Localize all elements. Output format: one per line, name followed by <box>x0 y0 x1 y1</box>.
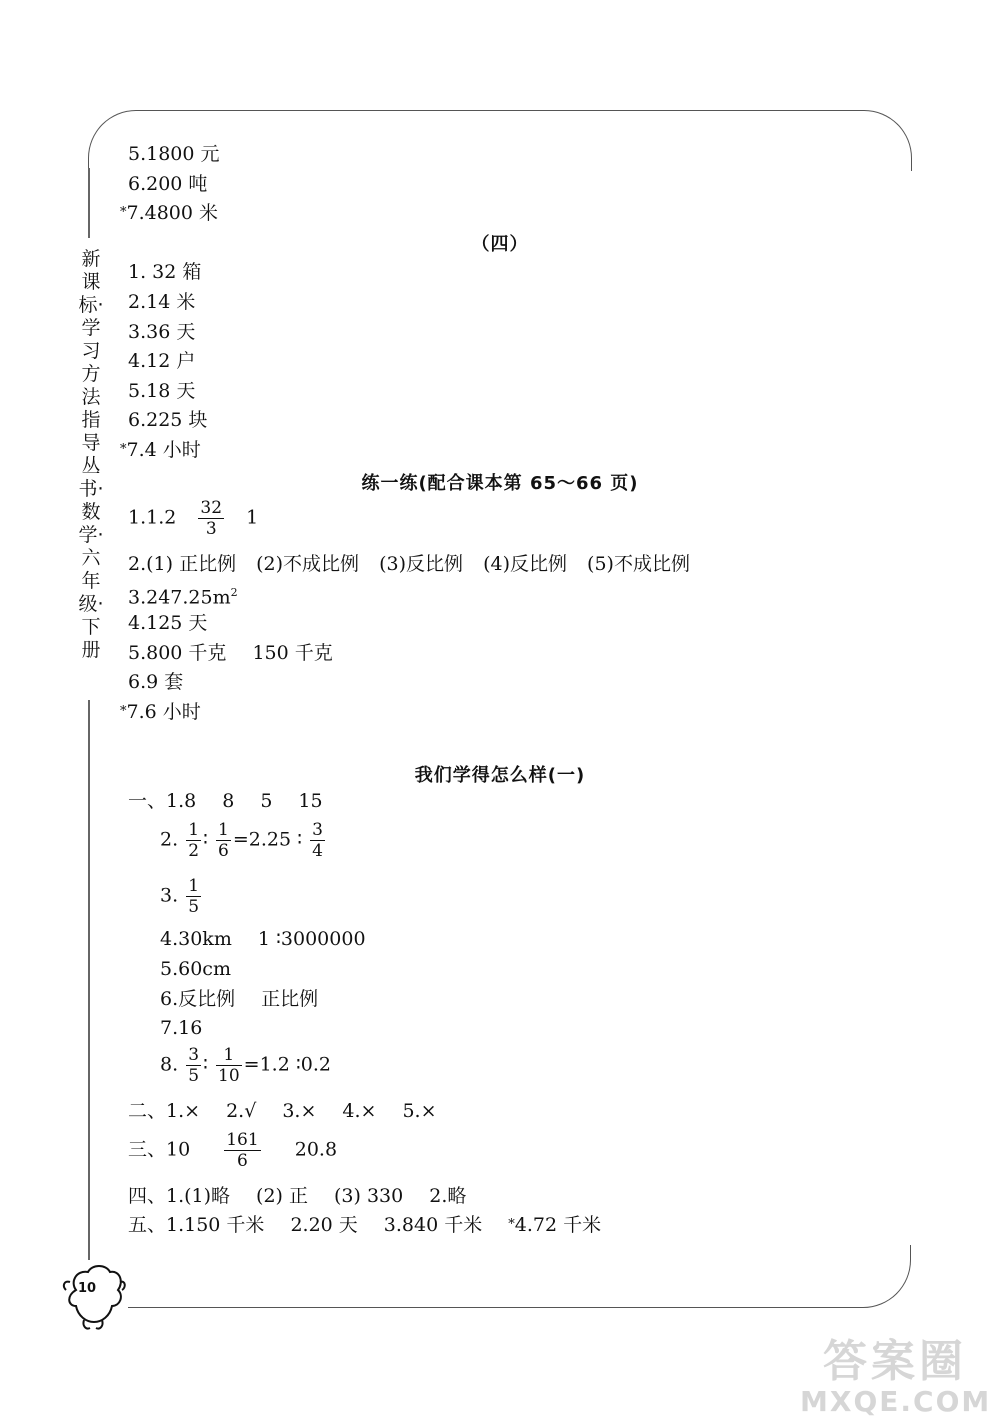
answer-line-q5: 5.800 千克 150 千克 <box>128 642 333 664</box>
fraction: $\frac{1}{5}$ <box>188 876 200 917</box>
quiz-part3: 三、10 $\frac{161}{6}$ 20.8 <box>128 1130 338 1171</box>
quiz-part2: 二、1.× 2.√ 3.× 4.× 5.× <box>128 1100 437 1122</box>
fraction: $\frac{32}{3}$ <box>200 498 223 539</box>
answer-line: 1. 32 箱 <box>128 261 202 283</box>
answer-line: 4.12 户 <box>128 350 196 372</box>
quiz-part1-q8: 8. $\frac{3}{5}$ ∶ $\frac{1}{10}$ =1.2 ∶0.2 <box>160 1045 331 1086</box>
fraction: $\frac{3}{4}$ <box>312 820 323 861</box>
fraction: $\frac{161}{6}$ <box>226 1130 259 1171</box>
answer-line: 5.1800 元 <box>128 143 220 165</box>
quiz-part1-q7: 7.16 <box>160 1017 203 1039</box>
answer-line-starred <box>120 201 218 225</box>
section-heading-4: （四） <box>471 234 529 255</box>
answer-text: 1.1.2 <box>128 506 177 529</box>
answer-line: 4.125 天 <box>128 612 208 634</box>
side-rule-top <box>88 168 90 238</box>
quiz-part1-q1: 一、1.8 8 5 15 <box>128 790 323 812</box>
fraction: $\frac{1}{10}$ <box>218 1045 240 1086</box>
watermark-logo-text: 答案圈 <box>823 1336 967 1387</box>
answer-line: 6.200 吨 <box>128 173 208 195</box>
answer-line: 6.9 套 <box>128 671 184 693</box>
answer-line: 2.14 米 <box>128 291 196 313</box>
answer-line-starred: *7.6 小时 <box>120 701 201 723</box>
quiz-part1-q2: 2. $\frac{1}{2}$ ∶ $\frac{1}{6}$ =2.25 ∶ $\frac{3}{4}$ <box>160 820 323 861</box>
mascot-icon <box>62 1260 126 1332</box>
quiz-part1-q5: 5.60cm <box>160 958 231 980</box>
page-frame-bottom <box>128 1245 911 1308</box>
answer-line: 3.36 天 <box>128 321 196 343</box>
star-marker: * <box>120 205 127 220</box>
watermark-url: MXQE.COM <box>800 1385 992 1418</box>
star-marker: * <box>120 442 127 457</box>
page-number: 10 <box>78 1281 97 1296</box>
answer-text: 7.4800 米 <box>126 202 219 224</box>
answer-line-q3: $3.247.25m^2$ <box>128 586 238 609</box>
section-heading-quiz: 我们学得怎么样(一) <box>414 765 586 786</box>
fraction: $\frac{3}{5}$ <box>188 1045 200 1086</box>
answer-line: 5.18 天 <box>128 380 196 402</box>
answer-text: 7.4 小时 <box>126 439 201 461</box>
quiz-part4: 四、1.(1)略 (2) 正 (3) 330 2.略 <box>128 1185 467 1207</box>
fraction: $\frac{1}{6}$ <box>218 820 229 861</box>
section-heading-practice: 练一练(配合课本第 65～66 页) <box>361 473 639 494</box>
quiz-part1-q3: 3. $\frac{1}{5}$ <box>160 876 200 917</box>
fraction: $\frac{1}{2}$ <box>188 820 200 861</box>
answer-line-starred <box>120 438 201 462</box>
star-marker: * <box>120 704 127 719</box>
answer-line: 6.225 块 <box>128 409 208 431</box>
answer-text: 1 <box>246 506 259 529</box>
star-marker: * <box>508 1217 515 1232</box>
quiz-part1-q6: 6.反比例 正比例 <box>160 988 319 1010</box>
quiz-part1-q4: 4.30km 1 ∶3000000 <box>160 928 366 950</box>
answer-line-q1 <box>128 498 258 539</box>
spine-title: 新课标·学习方法指导丛书·数学·六年级·下册 <box>78 248 104 661</box>
answer-line-q2: 2.(1) 正比例 (2)不成比例 (3)反比例 (4)反比例 (5)不成比例 <box>128 553 690 575</box>
quiz-part5: 五、1.150 千米 2.20 天 3.840 千米 *4.72 千米 <box>128 1214 602 1236</box>
watermark <box>800 1338 990 1418</box>
